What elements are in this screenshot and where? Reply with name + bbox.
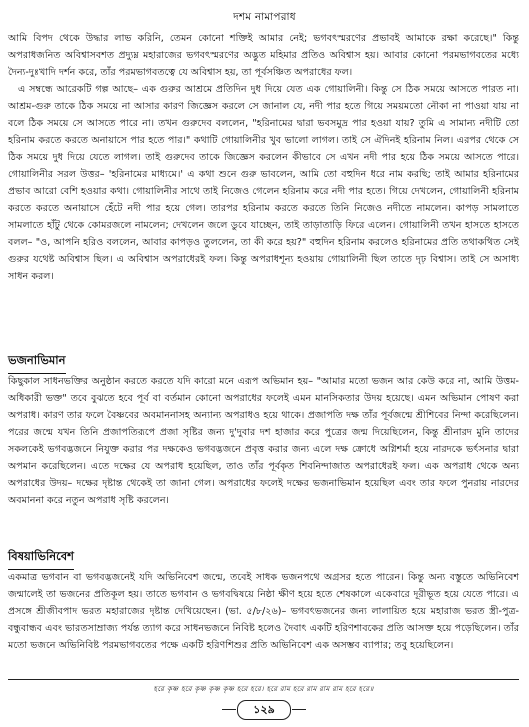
running-head: দশম নামাপরাধ: [233, 11, 296, 23]
section-1-body: [8, 30, 519, 285]
paragraph: আমি বিপদ থেকে উদ্ধার লাভ করিনি, তেমন কোনো শক্তিই আমার নেই; ভগবৎস্মরণের প্রভাবই আমাকে রক্ষা করেছে।" কিন্তু অপরাধজনিত অবিশ্বাসবশত প্রদ্যুম্ন মহারাজের ভগবৎস্মরণের অদ্ভুত মহিমার প্রতিও অবিশ্বাস হয়। আবার কোনো পরমভাগবতের মধ্যে দৈন্য-দুঃখাদি দর্শন করে, তাঁর পরমভাগবতত্বে যে অবিশ্বাস হয়, তা পূর্বসঞ্চিত অপরাধের ফল।: [8, 33, 519, 78]
page-number-text: ১২৯: [253, 702, 275, 716]
section-3-body: [8, 569, 519, 654]
section-2-body: [8, 373, 519, 509]
footer-mantra: হরে কৃষ্ণ হরে কৃষ্ণ কৃষ্ণ কৃষ্ণ হরে হরে। হরে রাম হরে রাম রাম রাম হরে হরে॥: [153, 685, 374, 693]
paragraph: এ সম্বন্ধে আরেকটি গল্প আছে– এক গুরুর আশ্রমে প্রতিদিন দুধ দিয়ে যেত এক গোয়ালিনী। কিন্তু সে ঠিক সময়ে আসতে পারত না। আশ্রম-গুরু তাকে ঠিক সময়ে না আসার কারণ জিজ্ঞেস করলে সে জানাল যে, নদী পার হতে গিয়ে সময়মতো নৌকা না পাওয়া যায় না বলে ঠিক সময়ে সে আসতে পারে না। তখন গুরুদেব বললেন, "হরিনামের দ্বারা ভবসমুদ্র পার হওয়া যায়? তুমি এ সামান্য নদীটি তো হরিনাম করতে করতে অনায়াসে পার হতে পার।" কথাটি গোয়ালিনীর খুব ভালো লাগল। তাই সে ঐদিনই হরিনাম নিল। এরপর থেকে সে ঠিক সময়ে দুধ দিয়ে যেতে লাগল। তাই গুরুদেব তাকে জিজ্ঞেস করলেন কীভাবে সে এখন নদী পার হয়ে ঠিক সময়ে আসতে পারে। গোয়ালিনীর সরল উত্তর– 'হরিনামের মাধ্যমে।' এ কথা শুনে গুরু ভাবলেন, আমি তো বহুদিন ধরে নাম করছি; তাই আমার হরিনামের প্রভাব আরো বেশি হওয়ার কথা। গোয়ালিনীর সাথে তাই নিজেও গেলেন হরিনাম করে নদী পার হতে। গিয়ে দেখলেন, গোয়ালিনী হরিনাম করতে করতে অনায়াসে হেঁটে নদী পার হয়ে গেল। তারপর হরিনাম করতে করতে তিনি নিজেও নদীতে নামলেন। কাপড় সামলাতে সামলাতে হাঁটু থেকে কোমরজলে নামলেন; দেখলেন জলে ডুবে যাচ্ছেন, তাই তাড়াতাড়ি ফিরে এলেন। গোয়ালিনী তখন হাসতে হাসতে বলল– "ও, আপনি হরিও বললেন, আবার কাপড়ও তুললেন, তা কী করে হয়?" বহুদিন হরিনাম করলেও হরিনামের প্রতি তথাকথিত সেই গুরুর যথেষ্ট অবিশ্বাস ছিল। এ অবিশ্বাস অপরাধেরই ফল। কিন্তু অপরাধশূন্য হওয়ায় গোয়ালিনী ছিল তাতে দৃঢ় বিশ্বাস। তাই সে অসাধ্য সাধন করল।: [8, 84, 519, 282]
section-heading-bhajanabhiman: ভজনাভিমান: [8, 352, 66, 374]
paragraph: একমাত্র ভগবান বা ভগবদ্ভজনেই যদি অভিনিবেশ জন্মে, তবেই সাধক ভজনপথে অগ্রসর হতে পারেন। কিন্তু অন্য বস্তুতে অভিনিবেশ জন্মালেই তা ভজনের প্রতিকূল হয়। তাতে ভগবান ও ভগবদ্বিষয়ে নিষ্ঠা ক্ষীণ হয়ে হতে শেষকালে একেবারে দূরীভূত হয়ে যেতে পারে। এ প্রসঙ্গে শ্রীজীবপাদ ভরত মহারাজের দৃষ্টান্ত দেখিয়েছেন। (ভা. ৫/৮/২৬)– ভগবৎভজনের জন্য লালায়িত হয়ে মহারাজ ভরত স্ত্রী-পুত্র-বন্ধুবান্ধব এবং ভারতসাম্রাজ্য পর্যন্ত ত্যাগ করে সাধনভজনে নিবিষ্ট হলেও দৈবাৎ একটি হরিণশাবকের প্রতি আসক্ত হয়ে পড়েছিলেন। তাঁর মতো ভজনে অভিনিবিষ্ট পরমভাগবতের পক্ষে একটি হরিণশিশুর প্রতি অভিনিবেশ এক অসম্ভব ব্যাপার; তবু হয়েছিলেন।: [8, 572, 519, 651]
page-number: [237, 700, 291, 720]
paragraph: কিছুকাল সাধনভক্তির অনুষ্ঠান করতে করতে যদি কারো মনে এরূপ অভিমান হয়– "আমার মতো ভজন আর কেউ করে না, আমি উত্তম-অধিকারী ভক্ত" তবে বুঝতে হবে পূর্ব বা বর্তমান কোনো অপরাধের ফলেই এমন মানসিকতার উদয় হয়েছে। এমন অভিমান পোষণ করা অপরাধ। কারণ তার ফলে বৈষ্ণবের অবমাননাসহ অন্যান্য অপরাধও হয়ে থাকে। প্রজাপতি দক্ষ তাঁর পূর্বজন্মে শ্রীশিবের নিন্দা করেছিলেন। পরের জন্মে যখন তিনি প্রজাপতিরূপে প্রজা সৃষ্টির জন্য দু'দুবার দশ হাজার করে পুত্রের জন্ম দিয়েছিলেন, কিন্তু শ্রীনারদ মুনি তাদের সকলকেই ভগবদ্ভজনে নিযুক্ত করার পর দক্ষকেও ভগবদ্ভজনে প্রবৃত্ত করার জন্য এলে দক্ষ ক্রোধে অগ্নিশর্মা হয়ে নারদকে ভর্ৎসনার দ্বারা অপমান করেছিলেন। এতে দক্ষের যে অপরাধ হয়েছিল, তাও তাঁর পূর্বকৃত শিবনিন্দাজাত অপরাধেরই ফল। এক অপরাধ থেকে অন্য অপরাধের উদয়– দক্ষের দৃষ্টান্ত থেকেই তা জানা গেল। অপরাধের ফলেই দক্ষের ভজনাভিমান হয়েছিল এবং তার ফলে পুনরায় নারদের অবমাননা করে নতুন অপরাধ সৃষ্টি করলেন।: [8, 376, 519, 506]
footer-rule: [8, 679, 519, 680]
section-heading-vishayabhinivesh: বিষয়াভিনিবেশ: [8, 548, 74, 570]
